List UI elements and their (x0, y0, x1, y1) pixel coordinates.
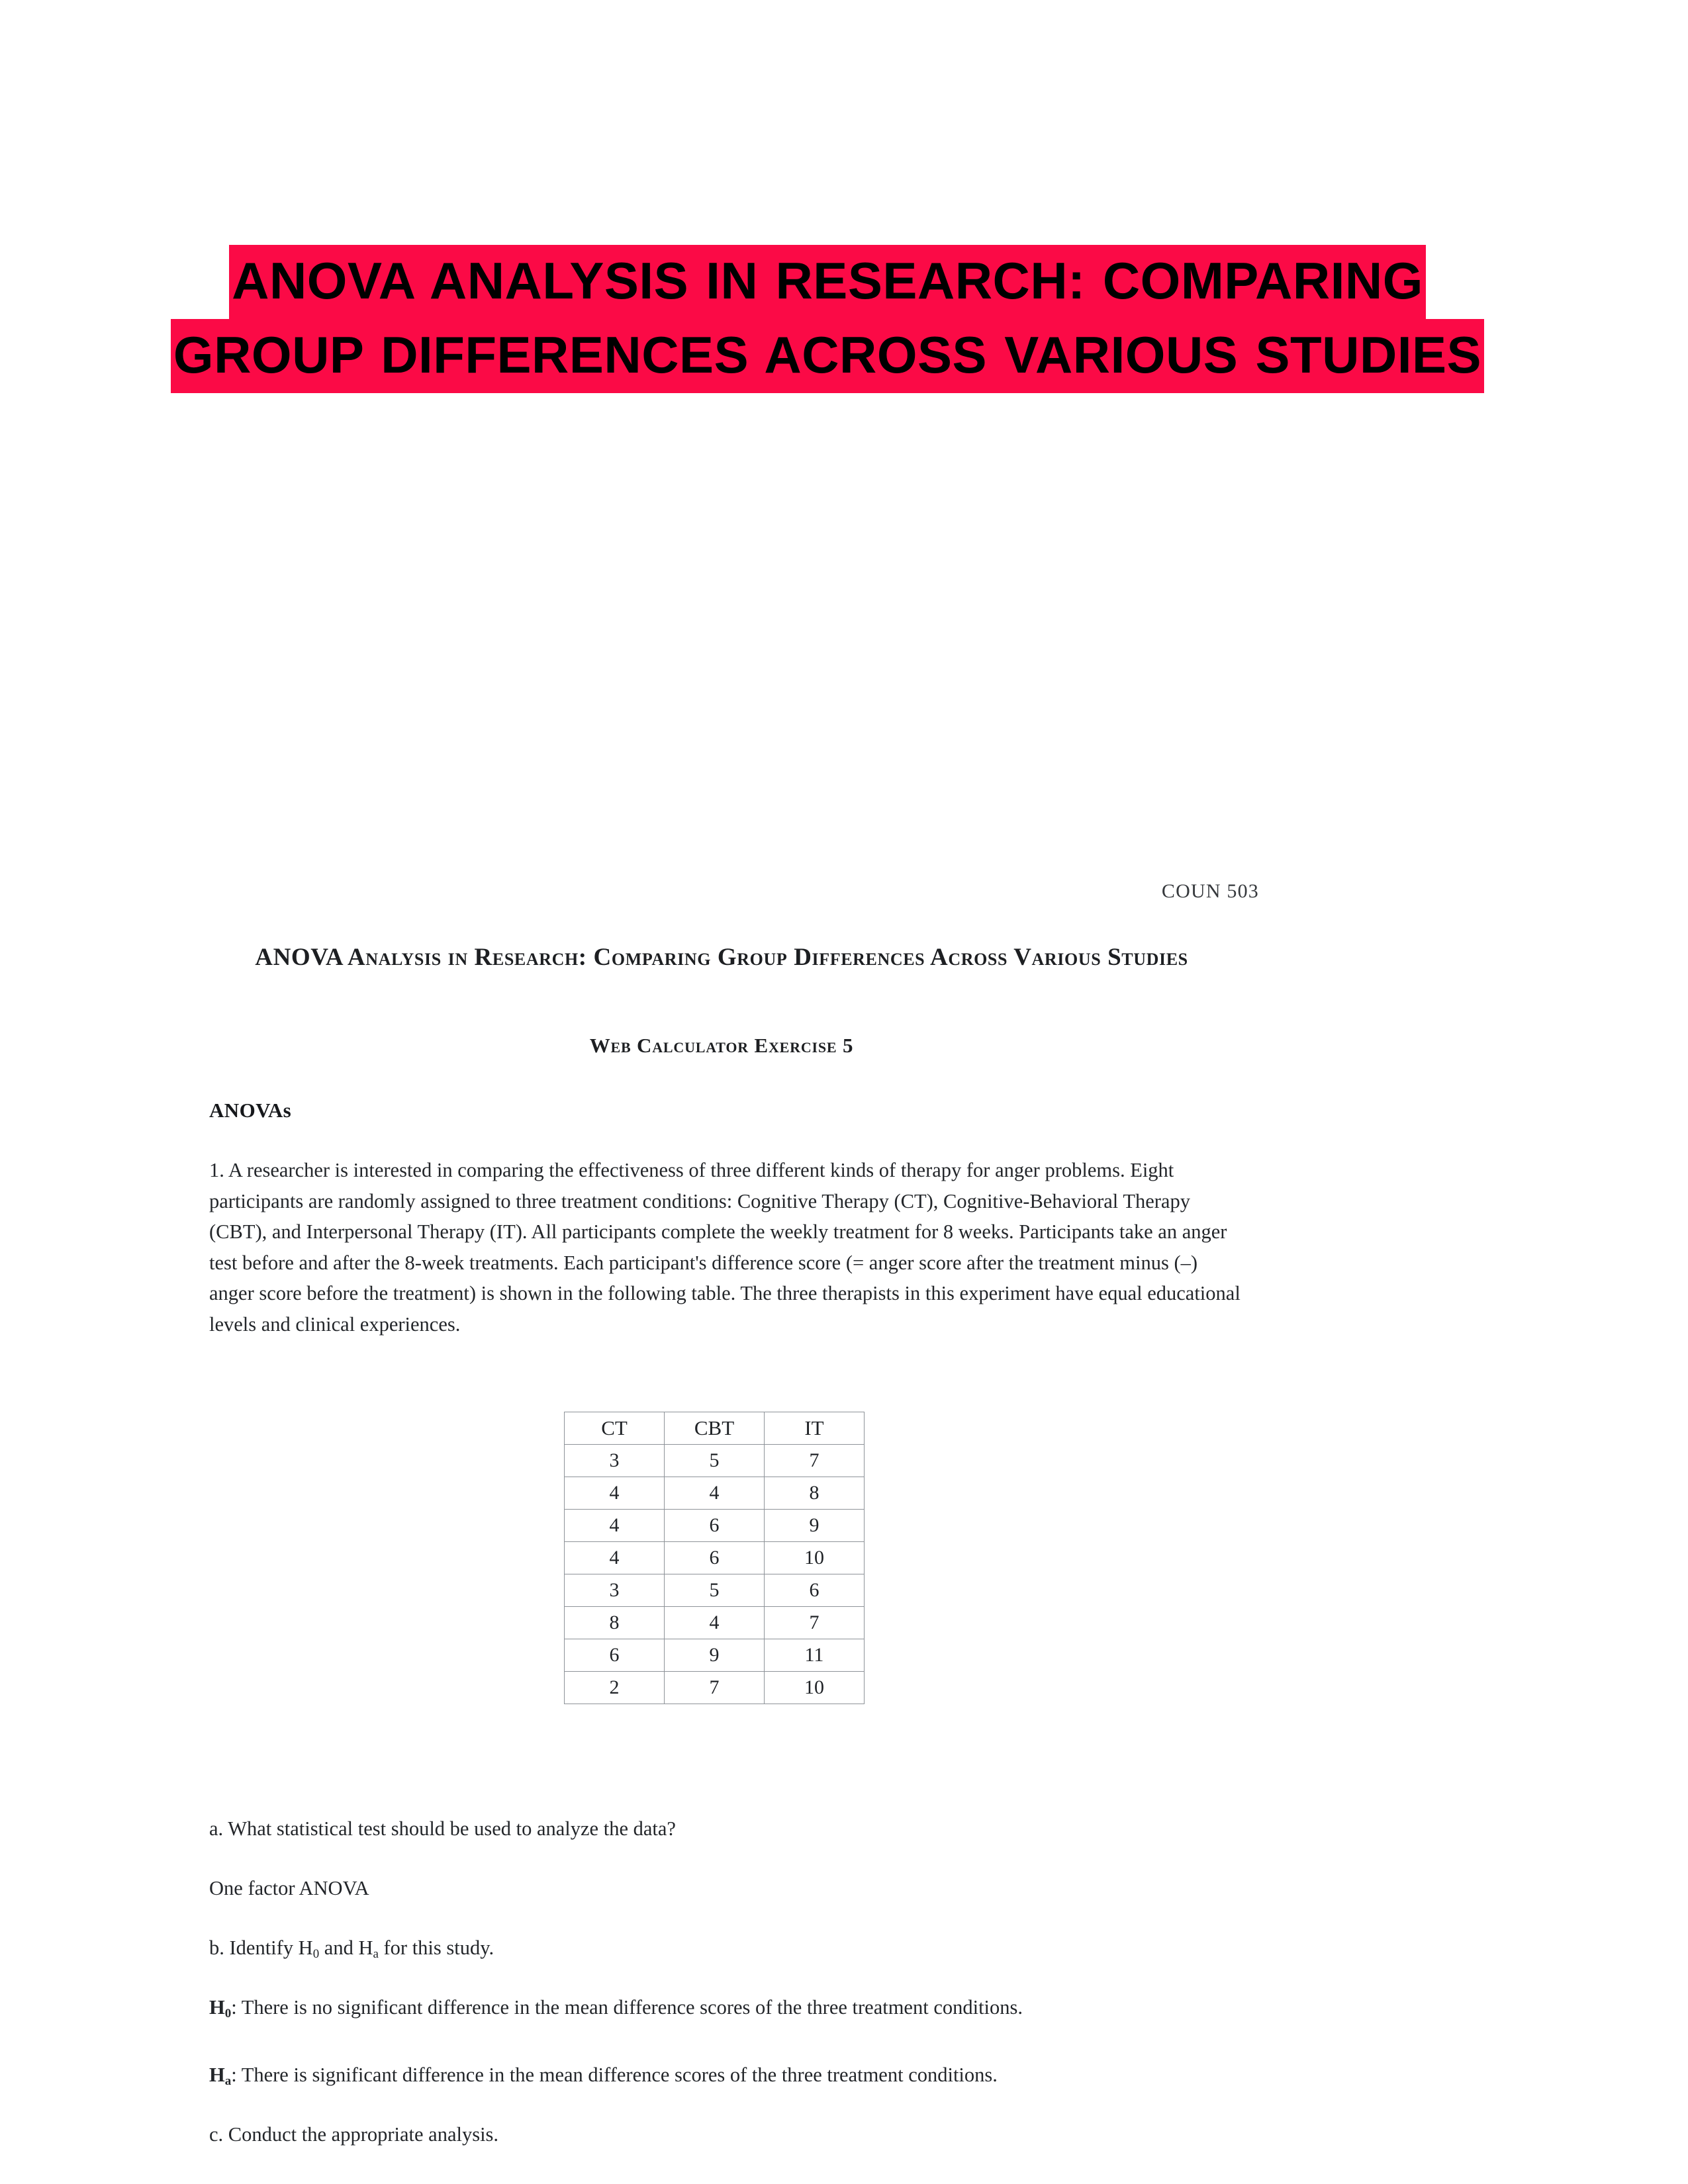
h-null-label: H (209, 1996, 225, 2019)
table-row (565, 1445, 865, 1477)
cell-cbt: 6 (665, 1510, 765, 1542)
cell-it: 11 (765, 1639, 865, 1672)
cell-ct: 2 (565, 1672, 665, 1704)
cell-ct: 4 (565, 1510, 665, 1542)
cell-cbt: 5 (665, 1574, 765, 1607)
alternative-hypothesis-statement (209, 2060, 1268, 2093)
cell-ct: 4 (565, 1542, 665, 1574)
page-bottom-clip (0, 2180, 1688, 2184)
cell-it: 10 (765, 1672, 865, 1704)
cell-it: 7 (765, 1445, 865, 1477)
section-heading-anovas: ANOVAs (209, 1099, 292, 1122)
cell-ct: 8 (565, 1607, 665, 1639)
question-a-answer: One factor ANOVA (209, 1877, 369, 1899)
difference-scores-table (564, 1412, 865, 1704)
table-row (565, 1510, 865, 1542)
cell-cbt: 4 (665, 1477, 765, 1510)
h-alt-label: H (209, 2064, 225, 2086)
cell-it: 8 (765, 1477, 865, 1510)
question-b-text-mid: and H (319, 1936, 373, 1959)
cell-it: 10 (765, 1542, 865, 1574)
document-page (0, 821, 1688, 2184)
cell-cbt: 4 (665, 1607, 765, 1639)
document-title: ANOVA Analysis in Research: Comparing Group Differences Across Various Studies (255, 944, 1188, 971)
table-header-row (565, 1412, 865, 1445)
question-a-prompt: a. What statistical test should be used to analyze the data? (209, 1817, 676, 1840)
cell-ct: 3 (565, 1445, 665, 1477)
h-alt-subscript: a (373, 1946, 379, 1961)
column-header-cbt: CBT (665, 1412, 765, 1445)
h-null-subscript: 0 (224, 2006, 232, 2021)
h-null-text: : There is no significant difference in the mean difference scores of the three treatment conditions. (231, 1996, 1023, 2019)
h-alt-subscript: a (224, 2073, 232, 2088)
cell-ct: 6 (565, 1639, 665, 1672)
h-null-subscript: 0 (312, 1946, 320, 1961)
cell-ct: 3 (565, 1574, 665, 1607)
cell-ct: 4 (565, 1477, 665, 1510)
table-row (565, 1639, 865, 1672)
question-b-text-post: for this study. (378, 1936, 494, 1959)
table-row (565, 1672, 865, 1704)
cell-cbt: 6 (665, 1542, 765, 1574)
question-b-text-pre: b. Identify H (209, 1936, 313, 1959)
column-header-it: IT (765, 1412, 865, 1445)
question-c-prompt: c. Conduct the appropriate analysis. (209, 2123, 499, 2146)
cell-cbt: 7 (665, 1672, 765, 1704)
h-alt-text: : There is significant difference in the mean difference scores of the three treatment conditions. (231, 2064, 998, 2086)
cell-it: 9 (765, 1510, 865, 1542)
cell-it: 7 (765, 1607, 865, 1639)
document-subtitle: Web Calculator Exercise 5 (589, 1034, 854, 1057)
table-row (565, 1542, 865, 1574)
column-header-ct: CT (565, 1412, 665, 1445)
table-row (565, 1607, 865, 1639)
cell-cbt: 5 (665, 1445, 765, 1477)
course-code-header: COUN 503 (1161, 880, 1259, 902)
question-1-paragraph: 1. A researcher is interested in comparing the effectiveness of three different kinds of therapy for anger problems. Eight participants are randomly assigned to three treatment conditions: Cognitive Therapy (CT), Cognitive-Behavioral Therapy (CBT), and Interpersonal Therapy (IT). All participants complete the weekly treatment for 8 weeks. Participants take an anger test before and after the 8-week treatments. Each participant's difference score (= anger score after the treatment minus (–) anger score before the treatment) is shown in the following table. The three therapists in this experiment have equal educational levels and clinical experiences. (209, 1159, 1241, 1336)
table-row (565, 1574, 865, 1607)
question-b-prompt (209, 1933, 1268, 1966)
table-row (565, 1477, 865, 1510)
page-title (162, 244, 1493, 392)
cell-cbt: 9 (665, 1639, 765, 1672)
page-title-highlight: ANOVA ANALYSIS IN RESEARCH: COMPARING GROUP DIFFERENCES ACROSS VARIOUS STUDIES (171, 245, 1484, 393)
null-hypothesis-statement (209, 1992, 1242, 2026)
cell-it: 6 (765, 1574, 865, 1607)
